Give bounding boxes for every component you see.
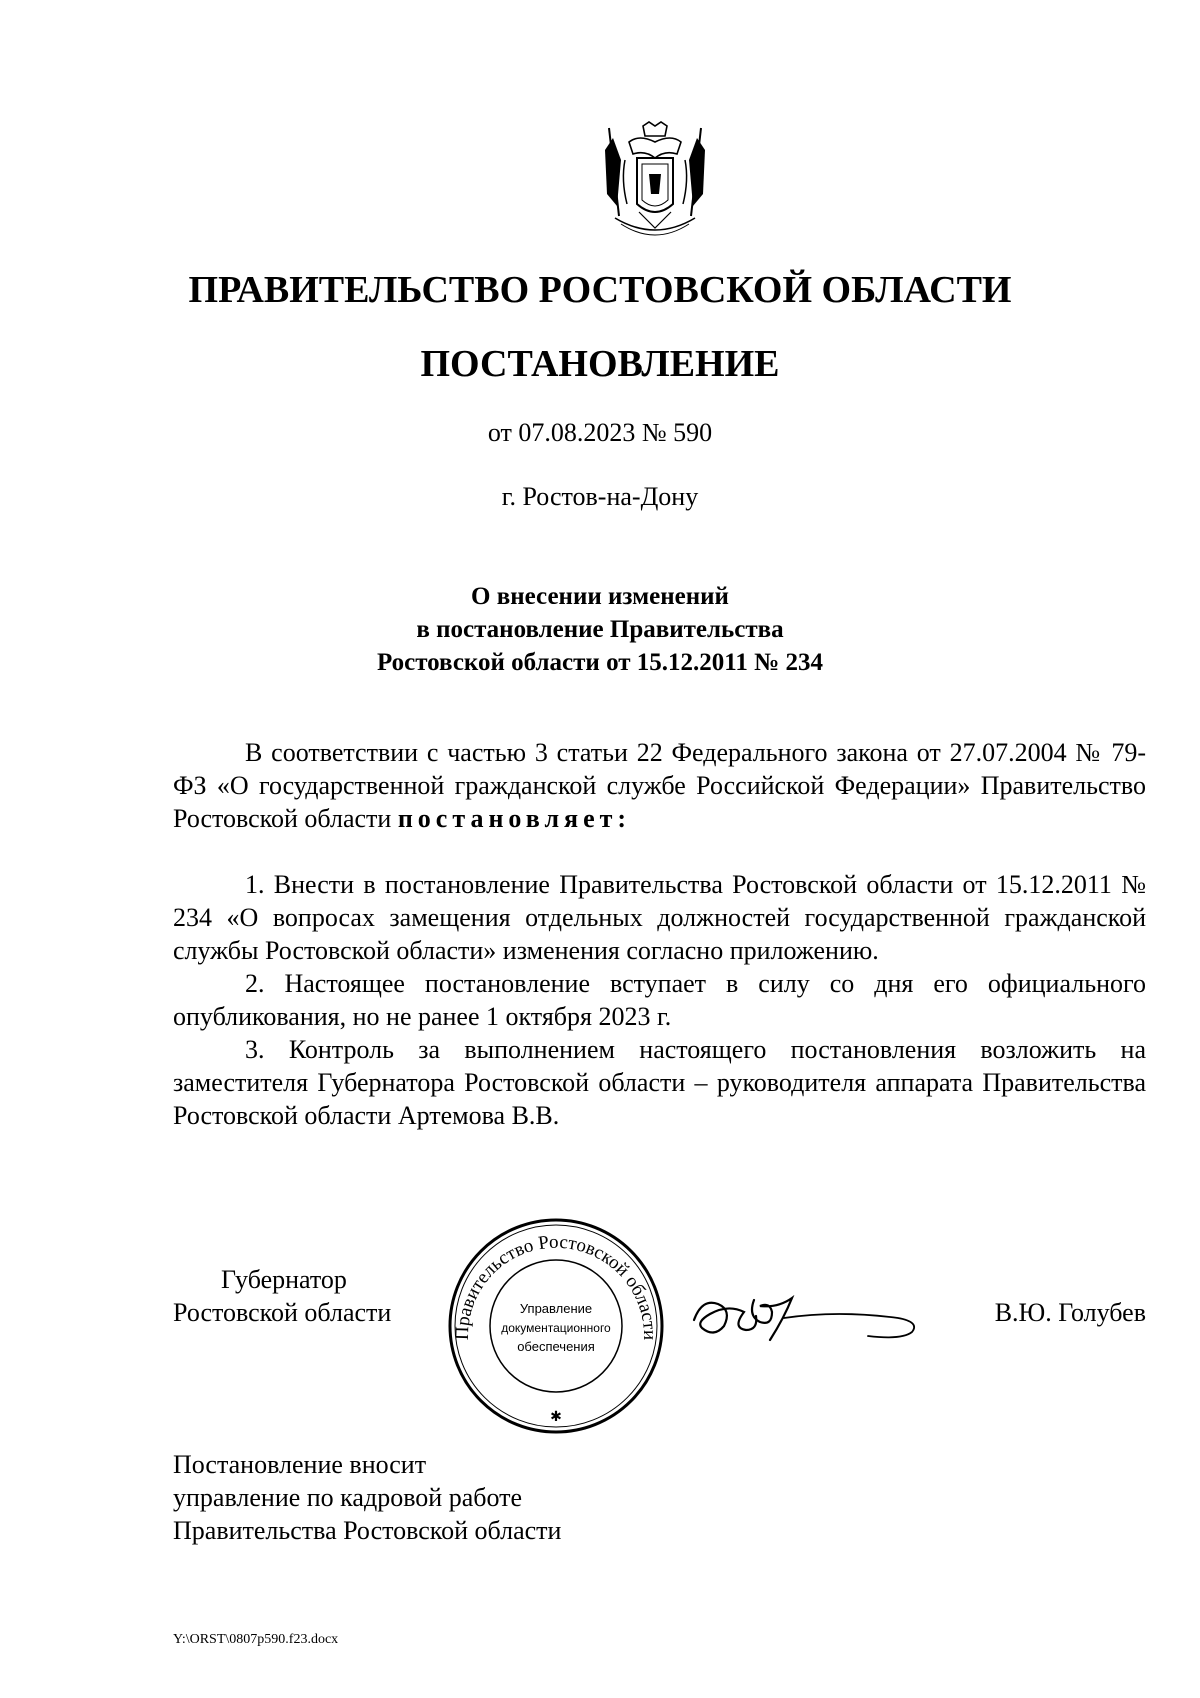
submitter-line: управление по кадровой работе (173, 1483, 523, 1512)
submitter-line: Правительства Ростовской области (173, 1516, 562, 1545)
decree-word: постановляет: (397, 804, 632, 833)
item-paragraph: 3. Контроль за выполнением настоящего постановления возложить на заместителя Губернатора Ростовской области – руководителя аппарата Правительства Ростовской области Артемова В.В. (173, 1035, 1146, 1130)
file-path: Y:\ORST\0807p590.f23.docx (173, 1632, 339, 1647)
signatory-name: В.Ю. Голубев (994, 1298, 1146, 1327)
document-subject (0, 580, 1200, 679)
preamble-paragraph (173, 736, 1146, 835)
item-paragraph: 2. Настоящее постановление вступает в силу со дня его официального опубликования, но не ранее 1 октября 2023 г. (173, 969, 1146, 1031)
official-seal (445, 1215, 667, 1437)
seal-center-line: Управление (519, 1301, 593, 1316)
document-type: ПОСТАНОВЛЕНИЕ (420, 343, 780, 385)
preamble-text: В соответствии с частью 3 статьи 22 Федерального закона от 27.07.2004 № 79-ФЗ «О государственной гражданской службе Российской Федерации» Правительство Ростовской области (173, 738, 1146, 833)
signatory-title (173, 1263, 391, 1329)
item-paragraph: 1. Внести в постановление Правительства Ростовской области от 15.12.2011 № 234 «О вопросах замещения отдельных должностей государственной гражданской службы Ростовской области» изменения согласно приложению. (173, 870, 1146, 965)
signatory-title-line: Ростовской области (173, 1298, 392, 1327)
subject-line: Ростовской области от 15.12.2011 № 234 (376, 649, 824, 676)
seal-center-line: обеспечения (517, 1339, 595, 1354)
subject-line: в постановление Правительства (416, 616, 784, 643)
city: г. Ростов-на-Дону (501, 482, 699, 511)
seal-center-line: документационного (501, 1321, 611, 1335)
seal-star-icon: ✱ (550, 1409, 562, 1425)
coat-of-arms-icon (599, 120, 711, 246)
submitter-line: Постановление вносит (173, 1450, 427, 1479)
handwritten-signature (688, 1278, 933, 1348)
submitter-note (173, 1448, 561, 1547)
organization-title: ПРАВИТЕЛЬСТВО РОСТОВСКОЙ ОБЛАСТИ (188, 269, 1012, 311)
document-body (173, 736, 1146, 1132)
date-number: от 07.08.2023 № 590 (487, 418, 713, 447)
seal-ring-text: Правительство Ростовской области (451, 1231, 661, 1341)
subject-line: О внесении изменений (471, 583, 729, 610)
signatory-title-line: Губернатор (221, 1265, 347, 1294)
